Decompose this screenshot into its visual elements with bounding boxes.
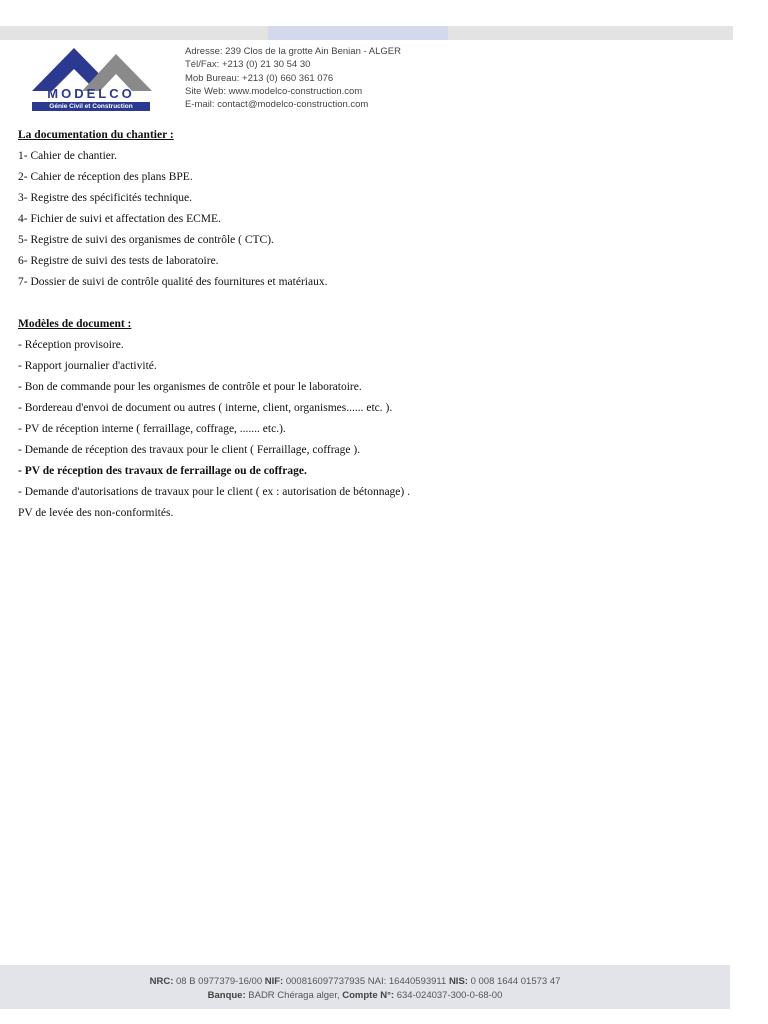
footer xyxy=(0,965,730,1009)
bank-value: BADR Chéraga alger, xyxy=(248,990,340,1001)
nif-value: 000816097737935 xyxy=(285,976,366,987)
logo-name: MODELCO xyxy=(47,86,135,101)
list-item: - Réception provisoire. xyxy=(18,339,124,351)
list-item: 3- Registre des spécificités technique. xyxy=(18,192,193,204)
nrc-label: NRC: xyxy=(149,976,174,987)
account-label: Compte N°: xyxy=(342,990,395,1001)
nai-value: NAI: 16440593911 xyxy=(367,976,447,987)
list-item: 4- Fichier de suivi et affectation des ECME. xyxy=(18,213,221,225)
contact-email: E-mail: contact@modelco-construction.com xyxy=(185,99,369,111)
document-body xyxy=(18,125,738,524)
account-value: 634-024037-300-0-68-00 xyxy=(396,990,503,1001)
list-item: 5- Registre de suivi des organismes de contrôle ( CTC). xyxy=(18,234,274,246)
nrc-value: 08 B 0977379-16/00 xyxy=(176,976,263,987)
company-logo xyxy=(30,46,152,112)
list-item-bold: - PV de réception des travaux de ferraillage ou de coffrage. xyxy=(18,465,307,477)
footer-bank-line xyxy=(0,990,710,1001)
logo-mountains-icon xyxy=(30,46,152,91)
nis-value: 0 008 1644 01573 47 xyxy=(470,976,561,987)
list-item: - Demande d'autorisations de travaux pour le client ( ex : autorisation de bétonnage) . xyxy=(18,486,410,498)
contact-address: Adresse: 239 Clos de la grotte Ain Benian - ALGER xyxy=(185,46,401,57)
list-item: - Bon de commande pour les organismes de contrôle et pour le laboratoire. xyxy=(18,381,362,393)
list-item: 2- Cahier de réception des plans BPE. xyxy=(18,171,193,183)
contact-block xyxy=(185,45,401,111)
contact-mobile: Mob Bureau: +213 (0) 660 361 076 xyxy=(185,72,334,84)
list-item: - Rapport journalier d'activité. xyxy=(18,360,157,372)
bank-label: Banque: xyxy=(207,990,246,1001)
list-item: - Bordereau d'envoi de document ou autres ( interne, client, organismes...... etc. ). xyxy=(18,402,393,414)
list-item: 7- Dossier de suivi de contrôle qualité des fournitures et matériaux. xyxy=(18,276,328,288)
list-item: 6- Registre de suivi des tests de laboratoire. xyxy=(18,255,219,267)
top-bar-accent xyxy=(268,26,448,40)
logo-tagline: Génie Civil et Construction xyxy=(32,102,150,111)
list-item: PV de levée des non-conformités. xyxy=(18,507,174,519)
footer-registration-line xyxy=(0,976,710,987)
contact-phone-fax: Tél/Fax: +213 (0) 21 30 54 30 xyxy=(185,59,311,71)
nis-label: NIS: xyxy=(448,976,468,987)
list-item: - Demande de réception des travaux pour le client ( Ferraillage, coffrage ). xyxy=(18,444,361,456)
section-heading-documentation: La documentation du chantier : xyxy=(18,129,174,141)
list-item: 1- Cahier de chantier. xyxy=(18,150,117,162)
top-bar xyxy=(0,26,733,40)
section-heading-models: Modèles de document : xyxy=(18,318,132,330)
list-item: - PV de réception interne ( ferraillage, coffrage, ....... etc.). xyxy=(18,423,286,435)
nif-label: NIF: xyxy=(264,976,284,987)
contact-website: Site Web: www.modelco-construction.com xyxy=(185,85,363,97)
spacer xyxy=(18,293,738,314)
